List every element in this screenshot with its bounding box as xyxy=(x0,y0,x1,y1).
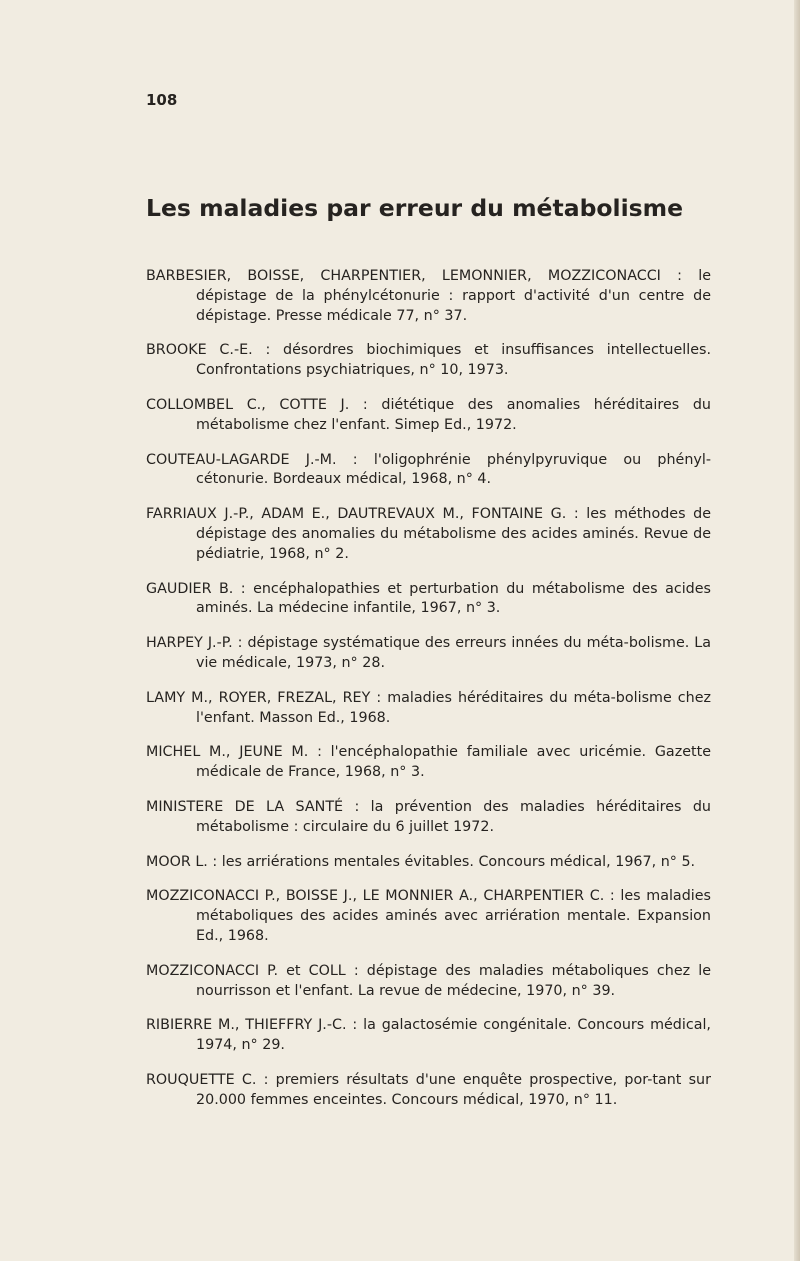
reference-text: l'encéphalopathie familiale avec uricémie. Gazette médicale de France, 1968, n° 3. xyxy=(196,744,711,781)
reference-author: BARBESIER, BOISSE, CHARPENTIER, LEMONNIER, MOZZICONACCI : xyxy=(146,268,682,284)
reference-text: le dépistage de la phénylcétonurie : rapport d'activité d'un centre de dépistage. Presse médicale 77, n° 37. xyxy=(196,268,711,324)
reference-author: HARPEY J.-P. : xyxy=(146,635,243,652)
bibliography-list xyxy=(146,267,711,1126)
reference-entry xyxy=(146,634,711,674)
reference-author: MOOR L. : xyxy=(146,853,218,870)
reference-entry xyxy=(146,1016,711,1056)
reference-entry xyxy=(146,887,711,946)
reference-text: maladies héréditaires du méta-bolisme chez l'enfant. Masson Ed., 1968. xyxy=(196,689,711,726)
reference-text: premiers résultats d'une enquête prospective, por-tant sur 20.000 femmes enceintes. Concours médical, 1970, n° 11. xyxy=(196,1071,711,1108)
reference-entry xyxy=(146,853,711,873)
reference-text: dépistage systématique des erreurs innées du méta-bolisme. La vie médicale, 1973, n° 28. xyxy=(196,635,711,671)
page-title: Les maladies par erreur du métabolisme xyxy=(146,194,684,222)
reference-text: la prévention des maladies héréditaires du métabolisme : circulaire du 6 juillet 1972. xyxy=(196,798,711,835)
reference-author: COUTEAU-LAGARDE J.-M. : xyxy=(146,451,358,468)
reference-text: désordres biochimiques et insuffisances intellectuelles. Confrontations psychiatriques, n° 10, 1973. xyxy=(196,342,711,379)
reference-entry xyxy=(146,798,711,838)
reference-author: MOZZICONACCI P. et COLL : xyxy=(146,962,359,979)
reference-text: les maladies métaboliques des acides aminés avec arriération mentale. Expansion Ed., 1968. xyxy=(196,888,711,944)
reference-author: MICHEL M., JEUNE M. : xyxy=(146,744,322,761)
reference-author: MOZZICONACCI P., BOISSE J., LE MONNIER A., CHARPENTIER C. : xyxy=(146,888,615,905)
reference-entry xyxy=(146,962,711,1002)
reference-author: BROOKE C.-E. : xyxy=(146,342,271,359)
reference-author: RIBIERRE M., THIEFFRY J.-C. : xyxy=(146,1017,358,1034)
reference-author: FARRIAUX J.-P., ADAM E., DAUTREVAUX M., FONTAINE G. : xyxy=(146,506,579,523)
reference-author: ROUQUETTE C. : xyxy=(146,1071,269,1088)
reference-entry xyxy=(146,580,711,620)
reference-entry xyxy=(146,689,711,729)
page-number: 108 xyxy=(146,91,178,109)
reference-entry xyxy=(146,396,711,436)
reference-author: LAMY M., ROYER, FREZAL, REY : xyxy=(146,689,382,706)
reference-text: les arriérations mentales évitables. Concours médical, 1967, n° 5. xyxy=(221,853,696,870)
reference-entry xyxy=(146,267,711,326)
reference-author: COLLOMBEL C., COTTE J. : xyxy=(146,396,368,413)
reference-text: encéphalopathies et perturbation du métabolisme des acides aminés. La médecine infantile, 1967, n° 3. xyxy=(196,580,711,617)
reference-text: l'oligophrénie phénylpyruvique ou phényl-cétonurie. Bordeaux médical, 1968, n° 4. xyxy=(196,451,711,488)
page-edge xyxy=(794,0,800,1261)
reference-text: les méthodes de dépistage des anomalies du métabolisme des acides aminés. Revue de pédiatrie, 1968, n° 2. xyxy=(196,506,711,562)
reference-text: la galactosémie congénitale. Concours médical, 1974, n° 29. xyxy=(196,1017,711,1054)
reference-text: dépistage des maladies métaboliques chez le nourrisson et l'enfant. La revue de médecine, 1970, n° 39. xyxy=(196,962,711,999)
reference-entry xyxy=(146,505,711,564)
reference-entry xyxy=(146,451,711,491)
reference-author: GAUDIER B. : xyxy=(146,580,246,597)
reference-author: MINISTERE DE LA SANTÉ : xyxy=(146,798,360,815)
reference-text: diététique des anomalies héréditaires du métabolisme chez l'enfant. Simep Ed., 1972. xyxy=(196,396,711,433)
reference-entry xyxy=(146,743,711,783)
reference-entry xyxy=(146,1071,711,1111)
reference-entry xyxy=(146,341,711,381)
